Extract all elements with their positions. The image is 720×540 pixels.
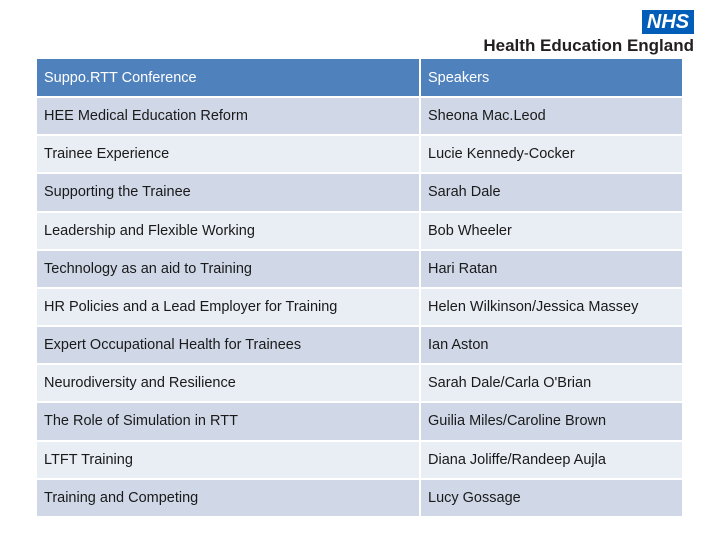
speaker-cell: Ian Aston — [421, 327, 684, 365]
table-row — [37, 289, 684, 327]
speaker-cell: Lucie Kennedy-Cocker — [421, 136, 684, 174]
session-cell: Expert Occupational Health for Trainees — [37, 327, 421, 365]
nhs-badge: NHS — [642, 10, 694, 34]
speaker-cell: Guilia Miles/Caroline Brown — [421, 403, 684, 441]
conference-schedule-table — [37, 59, 684, 518]
session-cell: Neurodiversity and Resilience — [37, 365, 421, 403]
table-row — [37, 213, 684, 251]
table-row — [37, 251, 684, 289]
nhs-logo — [474, 10, 694, 55]
session-cell: Supporting the Trainee — [37, 174, 421, 212]
header-speakers: Speakers — [421, 59, 684, 98]
table-row — [37, 365, 684, 403]
table-row — [37, 98, 684, 136]
session-cell: Training and Competing — [37, 480, 421, 518]
organisation-name: Health Education England — [483, 36, 694, 55]
table-row — [37, 442, 684, 480]
speaker-cell: Diana Joliffe/Randeep Aujla — [421, 442, 684, 480]
speaker-cell: Sarah Dale — [421, 174, 684, 212]
session-cell: Leadership and Flexible Working — [37, 213, 421, 251]
table-row — [37, 327, 684, 365]
speaker-cell: Helen Wilkinson/Jessica Massey — [421, 289, 684, 327]
session-cell: HR Policies and a Lead Employer for Training — [37, 289, 421, 327]
table-row — [37, 403, 684, 441]
session-cell: Trainee Experience — [37, 136, 421, 174]
session-cell: LTFT Training — [37, 442, 421, 480]
session-cell: HEE Medical Education Reform — [37, 98, 421, 136]
header-session: Suppo.RTT Conference — [37, 59, 421, 98]
table-header-row — [37, 59, 684, 98]
speaker-cell: Lucy Gossage — [421, 480, 684, 518]
session-cell: Technology as an aid to Training — [37, 251, 421, 289]
table-row — [37, 480, 684, 518]
speaker-cell: Sheona Mac.Leod — [421, 98, 684, 136]
speaker-cell: Bob Wheeler — [421, 213, 684, 251]
speaker-cell: Hari Ratan — [421, 251, 684, 289]
speaker-cell: Sarah Dale/Carla O'Brian — [421, 365, 684, 403]
session-cell: The Role of Simulation in RTT — [37, 403, 421, 441]
table-row — [37, 136, 684, 174]
table-row — [37, 174, 684, 212]
